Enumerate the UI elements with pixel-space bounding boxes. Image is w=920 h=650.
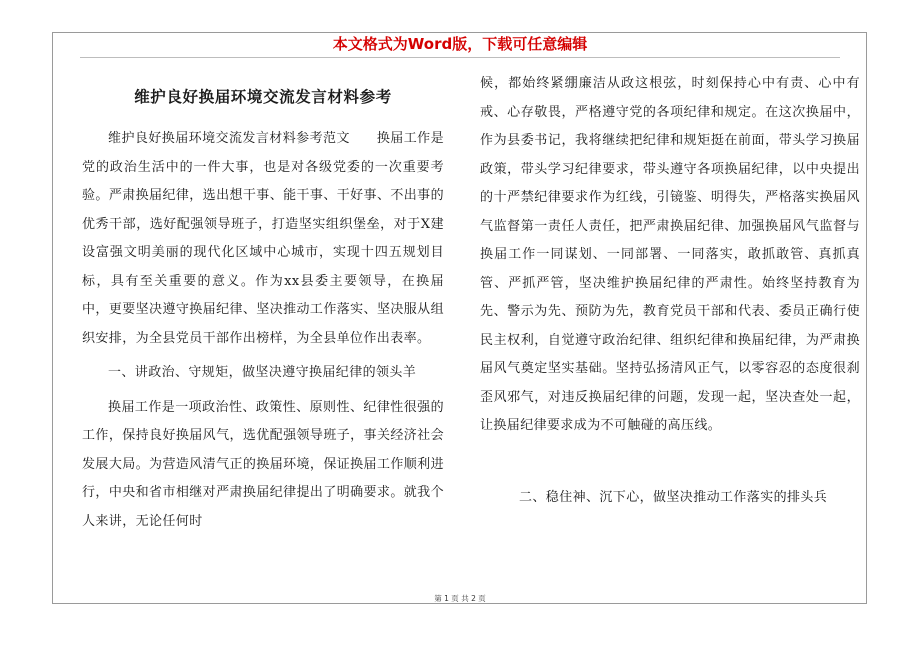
section-1-continuation: 候，都始终紧绷廉洁从政这根弦，时刻保持心中有责、心中有戒、心存敬畏，严格遵守党的各项纪律和规定。在这次换届中，作为县委书记，我将继续把纪律和规矩挺在前面，带头学习换届政策，带头学习纪律要求，带头遵守各项换届纪律，以中央提出的十严禁纪律要求作为红线，引镜鉴、明得失，严格落实换届风气监督第一责任人责任，把严肃换届纪律、加强换届风气监督与换届工作一同谋划、一同部署、一同落实，敢抓敢管、真抓真管、严抓严管，坚决维护换届纪律的严肃性。始终坚持教育为先、警示为先、预防为先，教育党员干部和代表、委员正确行使民主权利，自觉遵守政治纪律、组织纪律和换届纪律，为严肃换届风气奠定坚实基础。坚持弘扬清风正气，以零容忍的态度很刹歪风邪气，对违反换届纪律的问题，发现一起，坚决查处一起，让换届纪律要求成为不可触碰的高压线。 [480, 76, 860, 433]
intro-paragraph: 维护良好换届环境交流发言材料参考范文 换届工作是党的政治生活中的一件大事，也是对各级党委的一次重要考验。严肃换届纪律，选出想干事、能干事、干好事、不出事的优秀干部，选好配强领导班子，打造坚实组织堡垒，对于X建设富强文明美丽的现代化区域中心城市，实现十四五规划目标，具有至关重要的意义。作为xx县委主要领导，在换届中，更要坚决遵守换届纪律、坚决推动工作落实、坚决服从组织安排，为全县党员干部作出榜样，为全县单位作出表率。 [82, 131, 444, 346]
page-number-footer: 第 1 页 共 2 页 [434, 594, 486, 603]
section-2-heading: 二、稳住神、沉下心，做坚决推动工作落实的排头兵 [519, 489, 828, 505]
right-column [480, 70, 860, 512]
section-1-heading: 一、讲政治、守规矩，做坚决遵守换届纪律的领头羊 [108, 365, 417, 380]
left-column [82, 84, 444, 536]
format-notice-banner: 本文格式为Word版，下载可任意编辑 [332, 35, 588, 53]
header-divider [80, 57, 840, 58]
document-title: 维护良好换届环境交流发言材料参考 [134, 87, 392, 106]
section-1-paragraph: 换届工作是一项政治性、政策性、原则性、纪律性很强的工作，保持良好换届风气，选优配强领导班子，事关经济社会发展大局。为营造风清气正的换届环境，保证换届工作顺利进行，中央和省市相继对严肃换届纪律提出了明确要求。就我个人来讲，无论任何时 [82, 399, 444, 529]
